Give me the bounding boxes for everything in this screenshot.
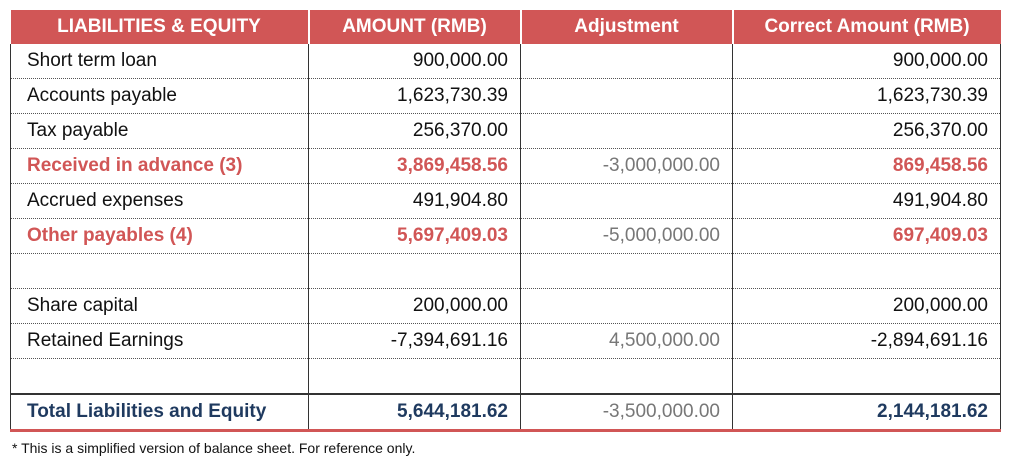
row-correct-amount: 200,000.00 [733,289,1001,324]
header-adjustment: Adjustment [521,10,733,44]
row-adjustment: -3,000,000.00 [521,149,733,184]
row-amount: 900,000.00 [309,44,521,79]
row-amount: -7,394,691.16 [309,324,521,359]
row-adjustment: 4,500,000.00 [521,324,733,359]
header-amount: AMOUNT (RMB) [309,10,521,44]
row-adjustment [521,254,733,289]
row-correct-amount [733,359,1001,395]
footnote: * This is a simplified version of balance sheet. For reference only. [12,440,416,456]
row-label [11,359,309,395]
row-amount [309,254,521,289]
row-correct-amount: 697,409.03 [733,219,1001,254]
row-tax-payable [11,114,1001,149]
row-spacer [11,254,1001,289]
total-amount: 5,644,181.62 [309,394,521,431]
row-label: Accrued expenses [11,184,309,219]
row-amount: 200,000.00 [309,289,521,324]
liabilities-equity-table [10,10,1001,432]
row-total-liabilities-equity [11,394,1001,431]
total-adjustment: -3,500,000.00 [521,394,733,431]
row-share-capital [11,289,1001,324]
row-label: Accounts payable [11,79,309,114]
row-correct-amount: 256,370.00 [733,114,1001,149]
row-received-in-advance [11,149,1001,184]
row-spacer [11,359,1001,395]
header-row [11,10,1001,44]
row-amount [309,359,521,395]
row-label: Share capital [11,289,309,324]
row-amount: 491,904.80 [309,184,521,219]
row-adjustment [521,44,733,79]
row-adjustment [521,184,733,219]
row-correct-amount: 900,000.00 [733,44,1001,79]
row-retained-earnings [11,324,1001,359]
row-amount: 256,370.00 [309,114,521,149]
row-label: Retained Earnings [11,324,309,359]
row-label: Short term loan [11,44,309,79]
row-amount: 5,697,409.03 [309,219,521,254]
row-label: Tax payable [11,114,309,149]
row-adjustment [521,359,733,395]
row-correct-amount: 491,904.80 [733,184,1001,219]
row-accrued-expenses [11,184,1001,219]
row-other-payables [11,219,1001,254]
row-adjustment [521,79,733,114]
row-amount: 3,869,458.56 [309,149,521,184]
row-short-term-loan [11,44,1001,79]
header-liabilities-equity: LIABILITIES & EQUITY [11,10,309,44]
balance-sheet [10,10,1000,456]
total-label: Total Liabilities and Equity [11,394,309,431]
total-correct-amount: 2,144,181.62 [733,394,1001,431]
row-correct-amount [733,254,1001,289]
row-correct-amount: 1,623,730.39 [733,79,1001,114]
row-correct-amount: -2,894,691.16 [733,324,1001,359]
row-accounts-payable [11,79,1001,114]
row-label: Other payables (4) [11,219,309,254]
row-label [11,254,309,289]
row-correct-amount: 869,458.56 [733,149,1001,184]
row-amount: 1,623,730.39 [309,79,521,114]
row-adjustment: -5,000,000.00 [521,219,733,254]
row-adjustment [521,289,733,324]
row-label: Received in advance (3) [11,149,309,184]
header-correct-amount: Correct Amount (RMB) [733,10,1001,44]
row-adjustment [521,114,733,149]
